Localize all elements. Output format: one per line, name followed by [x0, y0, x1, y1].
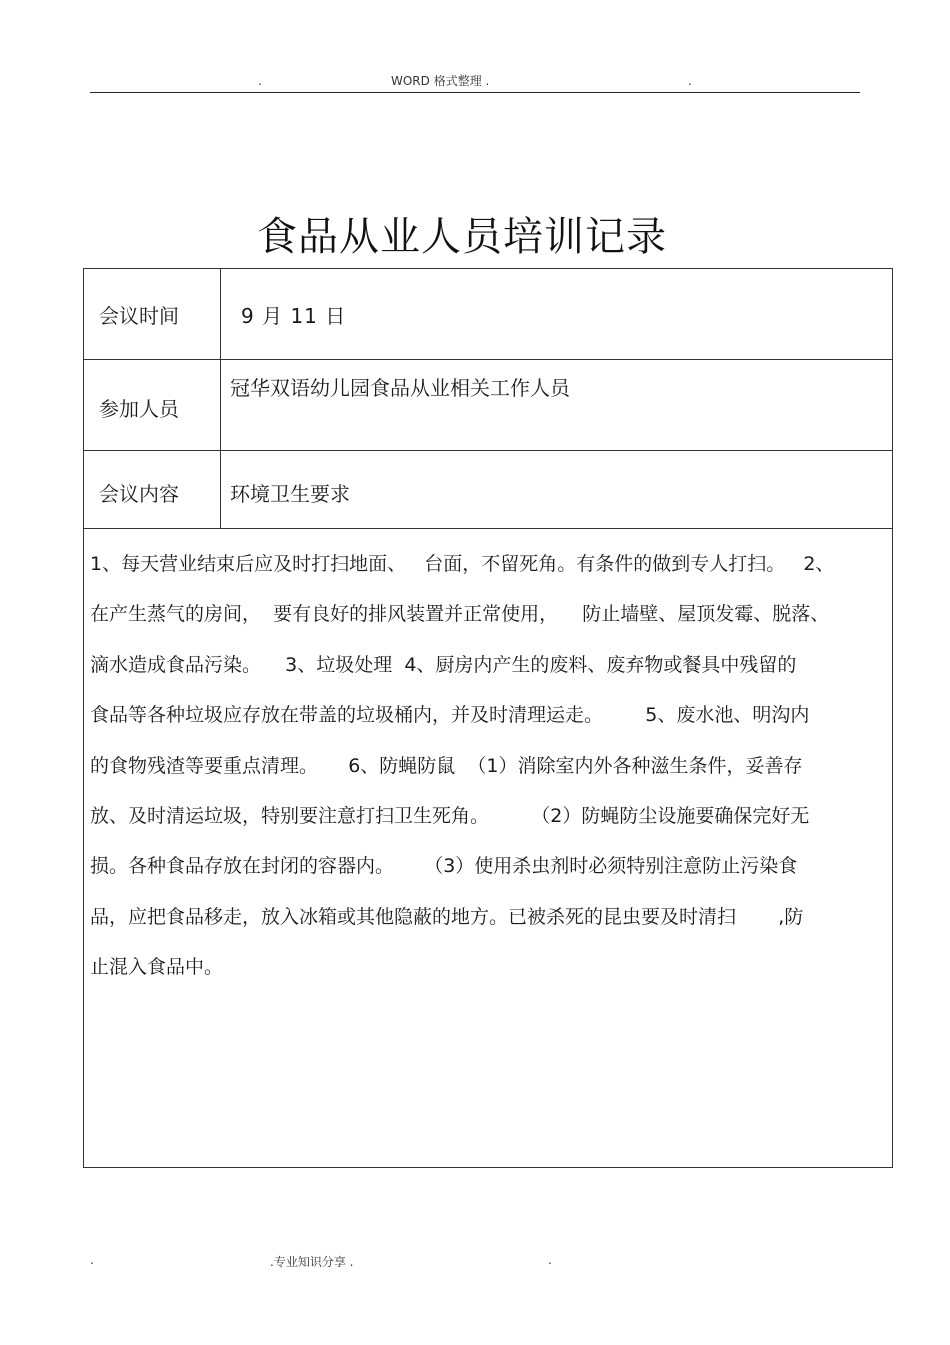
content-line: 食品等各种垃圾应存放在带盖的垃圾桶内，并及时清理运走。 5、废水池、明沟内: [90, 704, 810, 727]
header-text: WORD 格式整理 .: [391, 74, 490, 88]
content-line: 1、每天营业结束后应及时打扫地面、 台面，不留死角。有条件的做到专人打扫。 2、: [90, 553, 835, 575]
content-line: 的食物残渣等要重点清理。 6、防蝇防鼠 （1）消除室内外各种滋生条件，妥善存: [90, 754, 803, 777]
meeting-time-label: 会议时间: [99, 304, 179, 328]
footer-text: .专业知识分享 .: [270, 1255, 354, 1269]
footer-dot-left: .: [90, 1253, 94, 1267]
content-line: 放、及时清运垃圾，特别要注意打扫卫生死角。 （2）防蝇防尘设施要确保完好无: [90, 805, 810, 828]
participants-value: 冠华双语幼儿园食品从业相关工作人员: [230, 376, 570, 400]
meeting-time-value: 9 月 11 日: [241, 304, 347, 328]
table-row-meeting-content: [84, 451, 892, 529]
participants-label: 参加人员: [99, 397, 179, 421]
content-line: 损。各种食品存放在封闭的容器内。 （3）使用杀虫剂时必须特别注意防止污染食: [90, 855, 798, 878]
meeting-content-label: 会议内容: [99, 482, 179, 506]
document-title: 食品从业人员培训记录: [257, 214, 667, 260]
header-dot-right: .: [688, 74, 692, 88]
content-line: 止混入食品中。: [90, 956, 224, 979]
content-line: 品，应把食品移走，放入冰箱或其他隐蔽的地方。已被杀死的昆虫要及时清扫 ,防: [90, 905, 804, 928]
page-header: [90, 66, 860, 93]
training-content-body: [90, 539, 890, 993]
meeting-content-value: 环境卫生要求: [230, 482, 350, 506]
content-line: 滴水造成食品污染。 3、垃圾处理 4、厨房内产生的废料、废弃物或餐具中残留的: [90, 653, 797, 676]
header-dot-left: .: [258, 74, 262, 88]
footer-dot-right: .: [548, 1253, 552, 1267]
training-record-table: [83, 268, 893, 1168]
content-line: 在产生蒸气的房间， 要有良好的排风装置并正常使用， 防止墙壁、屋顶发霉、脱落、: [90, 603, 830, 626]
table-row-participants: [84, 360, 892, 451]
table-row-meeting-time: [84, 269, 892, 360]
